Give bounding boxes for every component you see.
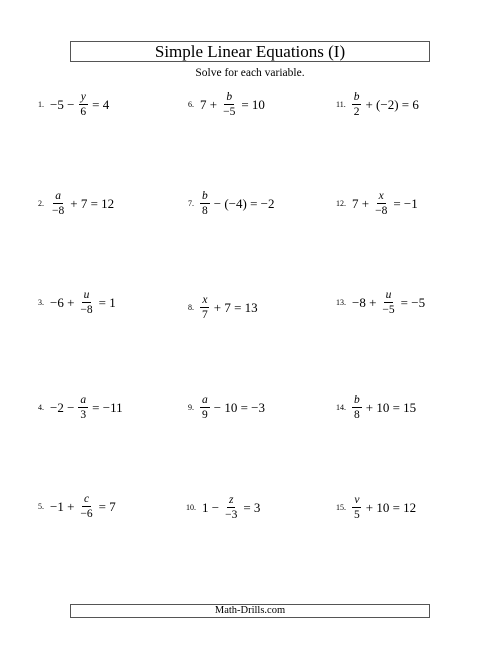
fraction-numerator: x: [202, 294, 208, 306]
fraction: [221, 91, 237, 118]
problem-10: [186, 494, 262, 521]
problem-11: [336, 91, 421, 118]
expression-suffix: + (−2) = 6: [365, 96, 419, 112]
problem-number: 9.: [188, 403, 194, 412]
problem-4: [38, 394, 125, 421]
fraction-denominator: 9: [202, 409, 208, 421]
fraction: [352, 394, 362, 421]
fraction-denominator: 8: [354, 409, 360, 421]
fraction-numerator: v: [354, 494, 360, 506]
fraction-denominator: −3: [225, 509, 238, 521]
fraction-denominator: −8: [52, 205, 65, 217]
fraction-denominator: −8: [80, 304, 93, 316]
fraction: [78, 91, 88, 118]
fraction: [78, 394, 88, 421]
problem-9: [188, 394, 267, 421]
problem-number: 5.: [38, 502, 44, 511]
fraction-numerator: x: [378, 190, 384, 202]
fraction: [352, 91, 362, 118]
expression-suffix: − 10 = −3: [213, 399, 265, 415]
expression-suffix: = −1: [393, 195, 418, 211]
fraction-numerator: b: [202, 190, 208, 202]
problem-15: [336, 494, 418, 521]
expression-prefix: 7 +: [352, 195, 370, 211]
fraction-numerator: u: [83, 289, 90, 301]
fraction-numerator: a: [80, 394, 87, 406]
problem-3: [38, 289, 118, 316]
expression-suffix: = 10: [241, 96, 265, 112]
problem-8: [188, 294, 260, 321]
fraction: [352, 494, 362, 521]
problem-number: 2.: [38, 199, 44, 208]
fraction-denominator: −6: [80, 508, 93, 520]
fraction-denominator: 6: [80, 106, 87, 118]
fraction-numerator: b: [226, 91, 233, 103]
fraction-numerator: a: [202, 394, 208, 406]
expression-prefix: 1 −: [202, 499, 220, 515]
problem-number: 4.: [38, 403, 44, 412]
fraction-numerator: a: [55, 190, 61, 202]
expression-prefix: −2 −: [50, 399, 75, 415]
fraction: [223, 494, 239, 521]
expression-prefix: −5 −: [50, 96, 75, 112]
fraction-denominator: 7: [202, 309, 208, 321]
expression-suffix: + 7 = 12: [70, 195, 115, 211]
fraction: [200, 394, 210, 421]
expression-suffix: − (−4) = −2: [213, 195, 275, 211]
fraction-denominator: 8: [202, 205, 208, 217]
fraction: [373, 190, 389, 217]
problem-13: [336, 289, 427, 316]
expression-prefix: −8 +: [352, 294, 377, 310]
fraction: [50, 190, 66, 217]
footer-site-name: Math-Drills.com: [70, 604, 430, 618]
expression-prefix: 7 +: [200, 96, 218, 112]
fraction-numerator: c: [83, 493, 90, 505]
problem-number: 7.: [188, 199, 194, 208]
problem-number: 6.: [188, 100, 194, 109]
fraction-numerator: b: [354, 394, 360, 406]
problem-12: [336, 190, 420, 217]
problem-number: 15.: [336, 503, 346, 512]
expression-suffix: + 10 = 12: [365, 499, 417, 515]
expression-suffix: = −5: [400, 294, 426, 310]
worksheet-title: Simple Linear Equations (I): [70, 41, 430, 62]
problem-number: 10.: [186, 503, 196, 512]
problem-5: [38, 493, 118, 520]
problem-number: 3.: [38, 298, 44, 307]
problem-number: 14.: [336, 403, 346, 412]
expression-suffix: = 7: [98, 498, 116, 514]
expression-suffix: = 3: [243, 499, 261, 515]
expression-suffix: = −11: [92, 399, 123, 415]
fraction-numerator: u: [385, 289, 392, 301]
problem-number: 1.: [38, 100, 44, 109]
fraction: [78, 493, 94, 520]
expression-suffix: = 1: [98, 294, 116, 310]
fraction-denominator: −8: [375, 205, 388, 217]
problem-7: [188, 190, 276, 217]
fraction: [380, 289, 396, 316]
problem-1: [38, 91, 111, 118]
problem-number: 8.: [188, 303, 194, 312]
problem-2: [38, 190, 116, 217]
expression-prefix: −1 +: [50, 498, 75, 514]
expression-suffix: = 4: [92, 96, 110, 112]
fraction-denominator: −5: [223, 106, 236, 118]
fraction-denominator: 3: [80, 409, 87, 421]
problem-number: 13.: [336, 298, 346, 307]
problem-number: 12.: [336, 199, 346, 208]
problem-14: [336, 394, 418, 421]
fraction: [78, 289, 94, 316]
expression-prefix: −6 +: [50, 294, 75, 310]
problem-number: 11.: [336, 100, 346, 109]
fraction-numerator: b: [353, 91, 360, 103]
instructions: Solve for each variable.: [195, 67, 305, 79]
fraction-denominator: 5: [354, 509, 360, 521]
fraction-numerator: y: [80, 91, 86, 103]
fraction-denominator: 2: [353, 106, 360, 118]
fraction: [200, 294, 210, 321]
fraction: [200, 190, 210, 217]
fraction-numerator: z: [228, 494, 234, 506]
fraction-denominator: −5: [382, 304, 395, 316]
problem-6: [188, 91, 267, 118]
expression-suffix: + 10 = 15: [365, 399, 417, 415]
expression-suffix: + 7 = 13: [213, 299, 258, 315]
